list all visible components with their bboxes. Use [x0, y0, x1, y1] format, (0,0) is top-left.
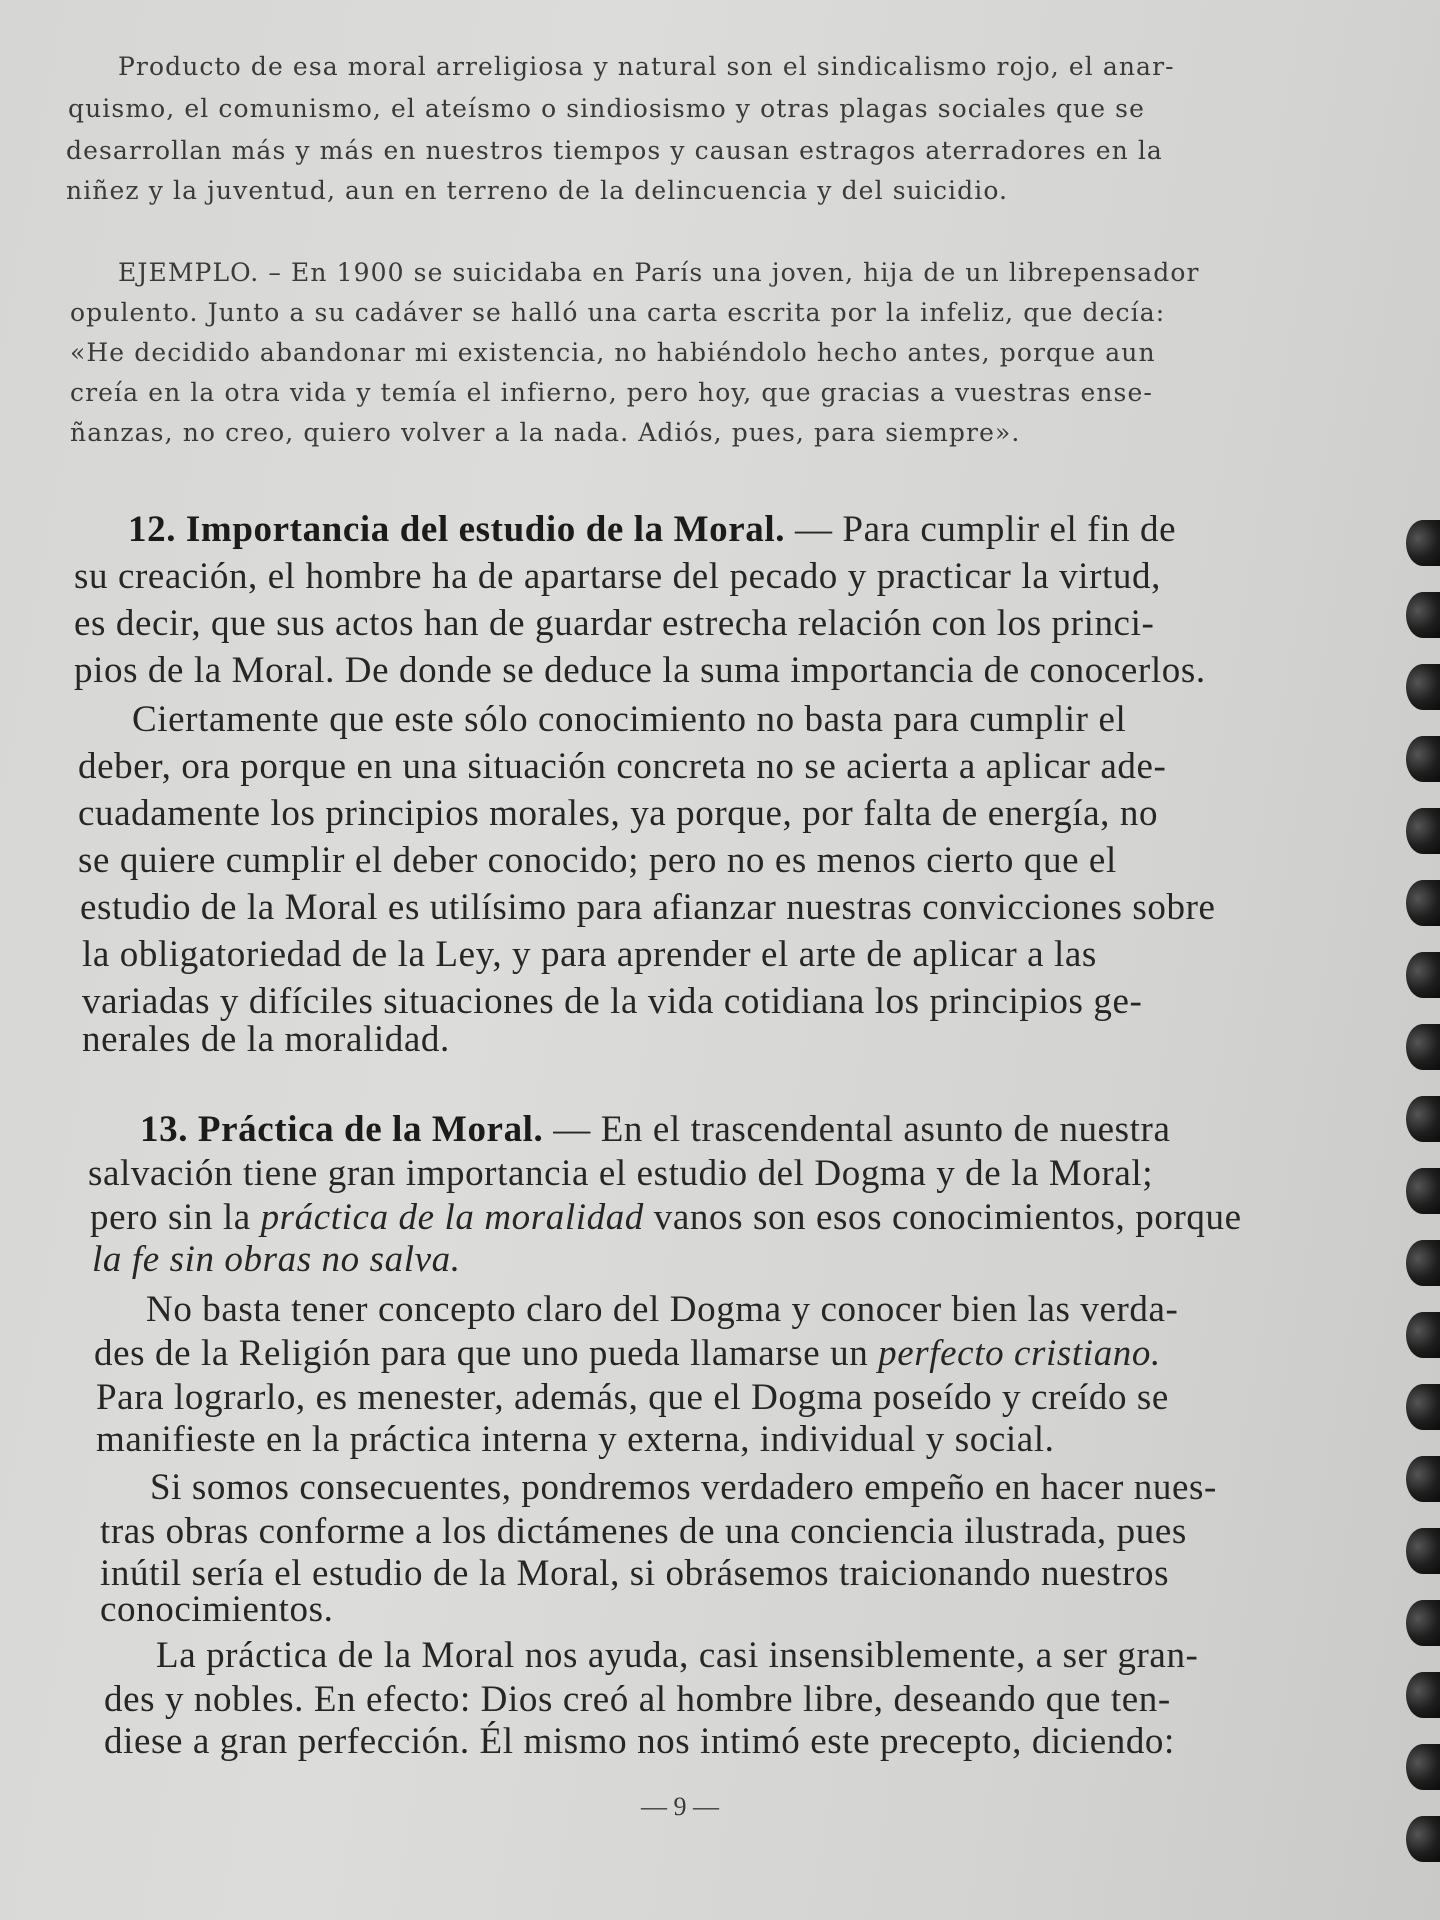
text-line: inútil sería el estudio de la Moral, si obrásemos traicionando nuestros — [100, 1553, 1170, 1594]
binding-ring — [1406, 1312, 1440, 1358]
binding-ring — [1406, 1456, 1440, 1502]
text-line: conocimientos. — [100, 1589, 334, 1630]
section-heading: Importancia del estudio de la Moral. — [185, 509, 786, 550]
text-line: su creación, el hombre ha de apartarse del pecado y practicar la virtud, — [74, 556, 1161, 597]
text-line-with-italic — [90, 1196, 1242, 1239]
section-number: 12. — [128, 509, 177, 550]
section-number: 13. — [140, 1109, 189, 1150]
section-13-first-line — [140, 1108, 1171, 1151]
text-run: pero sin la — [90, 1197, 261, 1238]
section-heading: Práctica de la Moral. — [197, 1109, 544, 1150]
italic-run: perfecto cristiano. — [878, 1333, 1161, 1374]
binding-ring — [1406, 808, 1440, 854]
text-run: — En el trascendental asunto de nuestra — [543, 1109, 1171, 1150]
text-line: cuadamente los principios morales, ya porque, por falta de energía, no — [78, 793, 1159, 834]
text-run: vanos son esos conocimientos, porque — [643, 1197, 1242, 1238]
binding-ring — [1406, 1600, 1440, 1646]
binding-ring — [1406, 880, 1440, 926]
text-line: No basta tener concepto claro del Dogma y conocer bien las verda- — [146, 1289, 1179, 1330]
text-line: des y nobles. En efecto: Dios creó al hombre libre, deseando que ten- — [104, 1679, 1171, 1720]
text-line: pios de la Moral. De donde se deduce la suma importancia de conocerlos. — [74, 650, 1206, 691]
text-line: Ciertamente que este sólo conocimiento no basta para cumplir el — [132, 699, 1127, 740]
text-line: variadas y difíciles situaciones de la vida cotidiana los principios ge- — [82, 981, 1143, 1022]
binding-ring — [1406, 1024, 1440, 1070]
text-line: quismo, el comunismo, el ateísmo o sindiosismo y otras plagas sociales que se — [68, 94, 1146, 123]
text-line-with-italic — [94, 1332, 1161, 1375]
binding-ring — [1406, 952, 1440, 998]
text-line: salvación tiene gran importancia el estudio del Dogma y de la Moral; — [88, 1153, 1154, 1194]
binding-ring — [1406, 736, 1440, 782]
binding-ring — [1406, 1168, 1440, 1214]
text-line: es decir, que sus actos han de guardar estrecha relación con los princi- — [74, 603, 1155, 644]
section-12-first-line — [128, 508, 1176, 551]
text-line: desarrollan más y más en nuestros tiempos y causan estragos aterradores en la — [66, 136, 1163, 165]
text-line: EJEMPLO. – En 1900 se suicidaba en París una joven, hija de un librepensador — [118, 258, 1200, 287]
binding-ring — [1406, 1672, 1440, 1718]
binding-ring — [1406, 1816, 1440, 1862]
binding-ring — [1406, 1528, 1440, 1574]
text-line: se quiere cumplir el deber conocido; pero no es menos cierto que el — [78, 840, 1117, 881]
text-line: manifieste en la práctica interna y externa, individual y social. — [96, 1419, 1055, 1460]
italic-run: práctica de la moralidad — [260, 1197, 644, 1238]
binding-ring — [1406, 664, 1440, 710]
text-line: nerales de la moralidad. — [82, 1019, 450, 1060]
spiral-binding — [1392, 520, 1440, 1920]
page-number: — 9 — — [641, 1792, 719, 1821]
binding-ring — [1406, 592, 1440, 638]
binding-ring — [1406, 520, 1440, 566]
text-line: la obligatoriedad de la Ley, y para aprender el arte de aplicar a las — [82, 934, 1097, 975]
text-line: «He decidido abandonar mi existencia, no habiéndolo hecho antes, porque aun — [70, 338, 1156, 367]
text-line: deber, ora porque en una situación concreta no se acierta a aplicar ade- — [78, 746, 1167, 787]
text-line: Para lograrlo, es menester, además, que el Dogma poseído y creído se — [96, 1377, 1169, 1418]
text-line: estudio de la Moral es utilísimo para afianzar nuestras convicciones sobre — [80, 887, 1216, 928]
text-line: tras obras conforme a los dictámenes de una conciencia ilustrada, pues — [100, 1511, 1187, 1552]
text-line: niñez y la juventud, aun en terreno de la delincuencia y del suicidio. — [66, 176, 1009, 205]
binding-ring — [1406, 1096, 1440, 1142]
text-line: La práctica de la Moral nos ayuda, casi insensiblemente, a ser gran- — [156, 1635, 1199, 1676]
text-run: — Para cumplir el fin de — [785, 509, 1177, 550]
text-line: diese a gran perfección. Él mismo nos intimó este precepto, diciendo: — [104, 1721, 1175, 1762]
text-line: creía en la otra vida y temía el infierno, pero hoy, que gracias a vuestras ense- — [70, 378, 1153, 407]
binding-ring — [1406, 1384, 1440, 1430]
binding-ring — [1406, 1744, 1440, 1790]
text-run: des de la Religión para que uno pueda llamarse un — [94, 1333, 879, 1374]
binding-ring — [1406, 1240, 1440, 1286]
text-line: Si somos consecuentes, pondremos verdadero empeño en hacer nues- — [150, 1467, 1217, 1508]
text-line: Producto de esa moral arreligiosa y natural son el sindicalismo rojo, el anar- — [118, 52, 1175, 81]
text-line: ñanzas, no creo, quiero volver a la nada. Adiós, pues, para siempre». — [70, 418, 1021, 447]
italic-line: la fe sin obras no salva. — [92, 1239, 461, 1280]
text-line: opulento. Junto a su cadáver se halló una carta escrita por la infeliz, que decía: — [70, 298, 1166, 327]
